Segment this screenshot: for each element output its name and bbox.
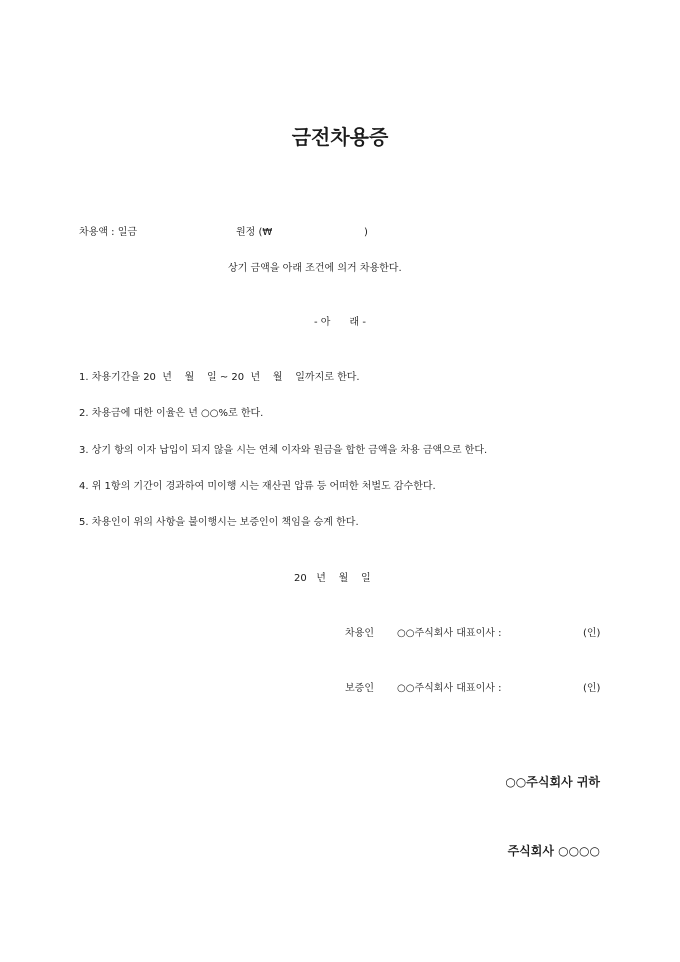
intro-text: 상기 금액을 아래 조건에 의거 차용한다. [228,263,402,274]
issuer-line: 주식회사 ○○○○ [507,844,600,858]
borrower-company: ○○주식회사 대표이사 : [397,628,502,639]
amount-close-paren: ) [364,227,368,238]
amount-won-label: 원정 (₩ [236,227,273,238]
clause-5: 5. 차용인이 위의 사항을 불이행시는 보증인이 책임을 승계 한다. [79,517,359,528]
document-title: 금전차용증 [291,125,389,149]
borrower-seal: (인) [583,628,601,639]
guarantor-seal: (인) [583,683,601,694]
borrower-role: 차용인 [345,628,374,639]
clause-1: 1. 차용기간을 20 년 월 일 ~ 20 년 월 일까지로 한다. [79,372,360,383]
date-line: 20 년 월 일 [294,573,371,584]
clause-3: 3. 상기 항의 이자 납입이 되지 않을 시는 연체 이자와 원금을 합한 금액을 차용 금액으로 한다. [79,445,488,456]
amount-label: 차용액 : 일금 [79,227,138,238]
clause-4: 4. 위 1항의 기간이 경과하여 미이행 시는 재산권 압류 등 어떠한 처벌도 감수한다. [79,481,436,492]
clause-2: 2. 차용금에 대한 이율은 년 ○○%로 한다. [79,408,264,419]
guarantor-company: ○○주식회사 대표이사 : [397,683,502,694]
recipient-line: ○○주식회사 귀하 [505,775,600,789]
below-heading: - 아 래 - [314,317,366,328]
guarantor-role: 보증인 [345,683,374,694]
